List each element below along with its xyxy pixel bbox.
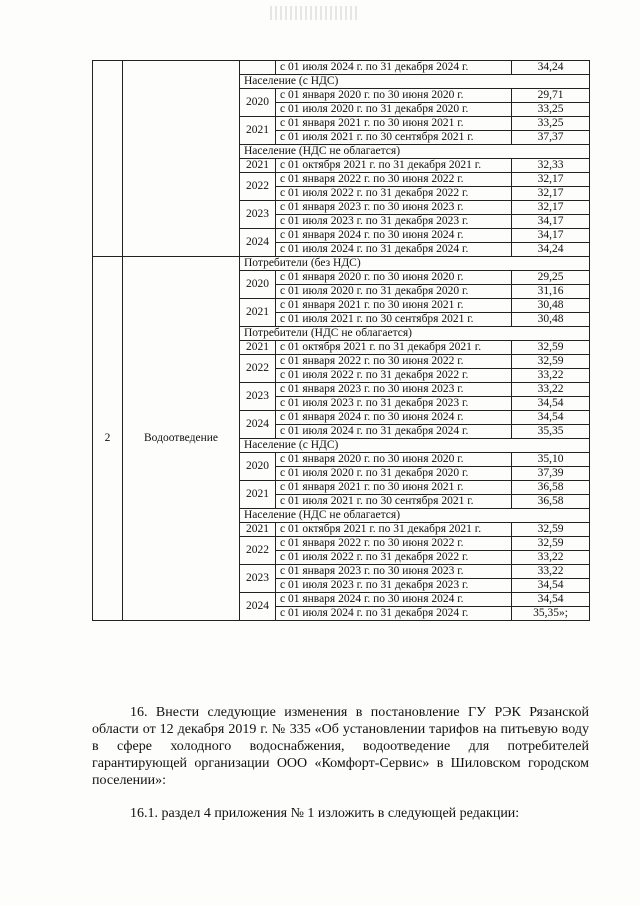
year-cell: 2024 [240,229,276,257]
year-cell: 2020 [240,89,276,117]
tariff-value: 32,17 [512,187,590,201]
period-cell: с 01 июля 2024 г. по 31 декабря 2024 г. [276,607,512,621]
year-cell: 2021 [240,117,276,145]
tariff-table [92,60,590,621]
year-cell: 2021 [240,299,276,327]
tariff-value: 34,17 [512,215,590,229]
category-row [93,257,590,271]
tariff-value: 33,25 [512,103,590,117]
tariff-value: 31,16 [512,285,590,299]
tariff-value: 30,48 [512,313,590,327]
scan-artifact [270,6,360,20]
tariff-value: 33,22 [512,369,590,383]
period-cell: с 01 июля 2020 г. по 31 декабря 2020 г. [276,103,512,117]
year-cell: 2023 [240,565,276,593]
period-cell: с 01 июля 2024 г. по 31 декабря 2024 г. [276,243,512,257]
period-cell: с 01 июля 2021 г. по 30 сентября 2021 г. [276,495,512,509]
period-cell: с 01 января 2020 г. по 30 июня 2020 г. [276,453,512,467]
year-cell: 2021 [240,159,276,173]
tariff-value: 34,54 [512,397,590,411]
period-cell: с 01 января 2020 г. по 30 июня 2020 г. [276,271,512,285]
tariff-value: 33,22 [512,551,590,565]
period-cell: с 01 января 2021 г. по 30 июня 2021 г. [276,481,512,495]
year-cell: 2021 [240,523,276,537]
year-cell: 2022 [240,355,276,383]
service-name: Водоотведение [123,257,240,621]
period-cell: с 01 января 2024 г. по 30 июня 2024 г. [276,229,512,243]
tariff-value: 32,17 [512,173,590,187]
table-row [93,61,590,75]
tariff-value: 34,54 [512,579,590,593]
period-cell: с 01 января 2024 г. по 30 июня 2024 г. [276,411,512,425]
period-cell: с 01 января 2023 г. по 30 июня 2023 г. [276,565,512,579]
tariff-value: 30,48 [512,299,590,313]
consumer-category: Население (НДС не облагается) [240,145,590,159]
period-cell: с 01 июля 2023 г. по 31 декабря 2023 г. [276,215,512,229]
period-cell: с 01 января 2021 г. по 30 июня 2021 г. [276,299,512,313]
year-cell: 2020 [240,453,276,481]
period-cell: с 01 июля 2021 г. по 30 сентября 2021 г. [276,313,512,327]
tariff-value: 32,33 [512,159,590,173]
period-cell: с 01 января 2020 г. по 30 июня 2020 г. [276,89,512,103]
tariff-value: 34,54 [512,411,590,425]
period-cell: с 01 июля 2020 г. по 31 декабря 2020 г. [276,467,512,481]
paragraph-16-1: 16.1. раздел 4 приложения № 1 изложить в следующей редакции: [130,806,520,821]
year-cell: 2022 [240,173,276,201]
tariff-value: 34,24 [512,243,590,257]
tariff-value: 29,71 [512,89,590,103]
period-cell: с 01 октября 2021 г. по 31 декабря 2021 г. [276,159,512,173]
period-cell: с 01 января 2022 г. по 30 июня 2022 г. [276,355,512,369]
period-cell: с 01 января 2021 г. по 30 июня 2021 г. [276,117,512,131]
year-cell: 2024 [240,411,276,439]
period-cell: с 01 июля 2023 г. по 31 декабря 2023 г. [276,579,512,593]
period-cell: с 01 января 2022 г. по 30 июня 2022 г. [276,537,512,551]
paragraph-16: 16. Внести следующие изменения в постановление ГУ РЭК Рязанской области от 12 декабря 2019 г. № 335 «Об установлении тарифов на питьевую воду в сфере холодного водоснабжения, водоотведение для потребителей гарантирующей организации ООО «Комфорт-Сервис» в Шиловском городском поселении»: [92,705,589,788]
period-cell: с 01 июля 2024 г. по 31 декабря 2024 г. [276,61,512,75]
tariff-value: 37,37 [512,131,590,145]
period-cell: с 01 июля 2024 г. по 31 декабря 2024 г. [276,425,512,439]
year-cell: 2021 [240,341,276,355]
year-cell: 2021 [240,481,276,509]
tariff-value: 36,58 [512,481,590,495]
year-cell [240,61,276,75]
section-number: 2 [93,257,123,621]
tariff-value: 29,25 [512,271,590,285]
period-cell: с 01 января 2022 г. по 30 июня 2022 г. [276,173,512,187]
period-cell: с 01 января 2024 г. по 30 июня 2024 г. [276,593,512,607]
period-cell: с 01 июля 2022 г. по 31 декабря 2022 г. [276,551,512,565]
tariff-value: 37,39 [512,467,590,481]
tariff-value: 35,10 [512,453,590,467]
consumer-category: Население (с НДС) [240,439,590,453]
period-cell: с 01 июля 2023 г. по 31 декабря 2023 г. [276,397,512,411]
tariff-value: 36,58 [512,495,590,509]
period-cell: с 01 января 2023 г. по 30 июня 2023 г. [276,201,512,215]
period-cell: с 01 июля 2021 г. по 30 сентября 2021 г. [276,131,512,145]
consumer-category: Потребители (НДС не облагается) [240,327,590,341]
section-number [93,61,123,257]
tariff-value: 34,54 [512,593,590,607]
period-cell: с 01 октября 2021 г. по 31 декабря 2021 г. [276,523,512,537]
year-cell: 2020 [240,271,276,299]
year-cell: 2023 [240,383,276,411]
tariff-value: 33,22 [512,383,590,397]
tariff-value: 35,35»; [512,607,590,621]
consumer-category: Население (с НДС) [240,75,590,89]
tariff-value: 34,17 [512,229,590,243]
period-cell: с 01 июля 2022 г. по 31 декабря 2022 г. [276,369,512,383]
period-cell: с 01 июля 2022 г. по 31 декабря 2022 г. [276,187,512,201]
tariff-value: 32,59 [512,537,590,551]
tariff-value: 32,59 [512,355,590,369]
year-cell: 2022 [240,537,276,565]
period-cell: с 01 октября 2021 г. по 31 декабря 2021 г. [276,341,512,355]
service-name [123,61,240,257]
year-cell: 2024 [240,593,276,621]
year-cell: 2023 [240,201,276,229]
period-cell: с 01 июля 2020 г. по 31 декабря 2020 г. [276,285,512,299]
consumer-category: Население (НДС не облагается) [240,509,590,523]
tariff-value: 32,17 [512,201,590,215]
tariff-value: 33,22 [512,565,590,579]
tariff-value: 32,59 [512,523,590,537]
tariff-value: 32,59 [512,341,590,355]
tariff-value: 34,24 [512,61,590,75]
consumer-category: Потребители (без НДС) [240,257,590,271]
tariff-value: 35,35 [512,425,590,439]
period-cell: с 01 января 2023 г. по 30 июня 2023 г. [276,383,512,397]
tariff-value: 33,25 [512,117,590,131]
